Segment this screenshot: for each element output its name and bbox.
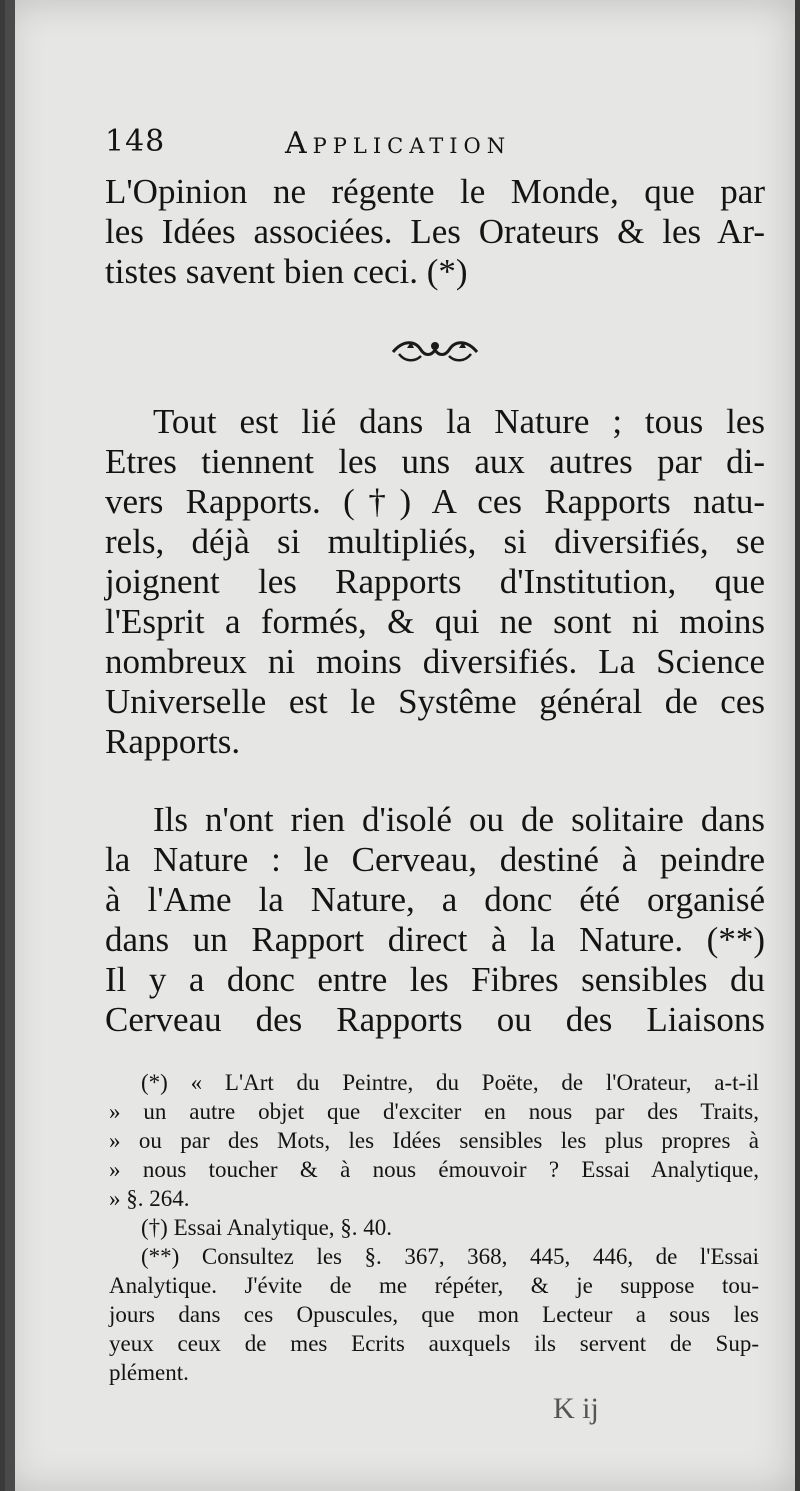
text-line: Rapports. [105,722,241,761]
text-line: Ils n'ont rien d'isolé ou de solitaire dans [153,800,765,839]
footnote-line: Analytique. J'évite de me répéter, & je suppose tou- [109,1273,759,1298]
page-header [105,124,725,172]
text-line: joignent les Rapports d'Institution, que [105,562,765,601]
text-line: rels, déjà si multipliés, si diversifiés, se [105,522,765,561]
footnote-line: » nous toucher & à nous émouvoir ? Essai Analytique, [109,1157,759,1182]
running-title: Application [285,126,512,161]
footnote-line: » ou par des Mots, les Idées sensibles les plus propres à [109,1128,759,1153]
footnote-line: » §. 264. [109,1186,190,1211]
paragraph-tout [105,402,765,762]
page-number: 148 [105,124,166,159]
footnote-line: » un autre objet que d'exciter en nous par des Traits, [109,1099,759,1124]
fleuron-ornament-icon [385,334,485,366]
text-line: l'Esprit a formés, & qui ne sont ni moins [105,602,765,641]
footnote-line: jours dans ces Opuscules, que mon Lecteur a sous les [109,1302,759,1327]
text-line: Tout est lié dans la Nature ; tous les [153,402,765,441]
text-line: tistes savent bien ceci. (*) [105,252,468,291]
text-line: vers Rapports. (†) A ces Rapports natu- [105,482,765,521]
text-line: les Idées associées. Les Orateurs & les Ar- [105,212,765,251]
text-line: Cerveau des Rapports ou des Liaisons [105,1000,765,1039]
text-line: dans un Rapport direct à la Nature. (**) [105,920,765,959]
book-page [5,0,795,1491]
paragraph-ils [105,800,765,1040]
page-edge [5,0,15,1491]
continued-text [105,172,765,292]
text-line: Etres tiennent les uns aux autres par di- [105,442,765,481]
text-line: Universelle est le Systême général de ces [105,682,765,721]
signature-mark: K ij [553,1392,599,1425]
text-line: la Nature : le Cerveau, destiné à peindre [105,840,765,879]
footnote-line: yeux ceux de mes Ecrits auxquels ils servent de Sup- [109,1331,759,1356]
footnote-line: (†) Essai Analytique, §. 40. [141,1215,393,1240]
text-line: à l'Ame la Nature, a donc été organisé [105,880,765,919]
text-line: nombreux ni moins diversifiés. La Science [105,642,765,681]
footnotes [109,1068,759,1387]
footnote-line: (**) Consultez les §. 367, 368, 445, 446, de l'Essai [141,1244,759,1269]
text-line: L'Opinion ne régente le Monde, que par [105,172,765,211]
footnote-line: (*) « L'Art du Peintre, du Poëte, de l'Orateur, a-t-il [141,1070,759,1095]
text-line: Il y a donc entre les Fibres sensibles du [105,960,765,999]
footnote-line: plément. [109,1360,189,1385]
